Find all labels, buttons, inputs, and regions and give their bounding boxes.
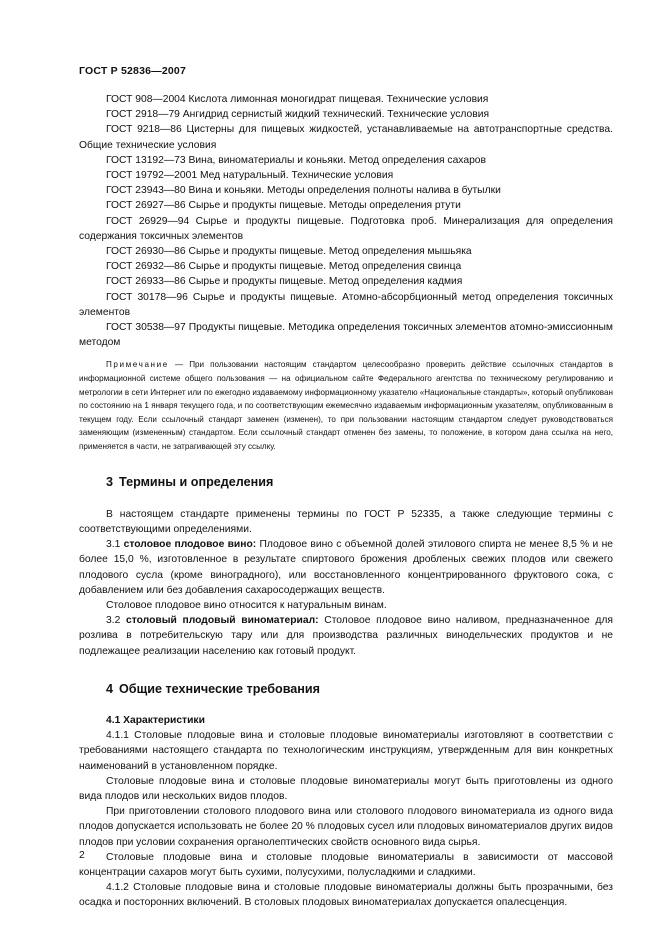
reference-code: ГОСТ 23943—80 [106, 185, 186, 197]
reference-title: Сырье и продукты пищевые. Атомно-абсорбционный метод определения токсичных элементов [79, 291, 613, 318]
section-3-number: 3 [106, 474, 114, 489]
reference-title: Вина и коньяки. Методы определения полноты налива в бутылки [188, 185, 501, 197]
section-3-heading [79, 475, 613, 490]
reference-title: Сырье и продукты пищевые. Метод определения кадмия [188, 276, 463, 288]
reference-code: ГОСТ 26930—86 [106, 246, 186, 258]
page-content [79, 92, 613, 911]
reference-code: ГОСТ 26932—86 [106, 261, 186, 273]
section-4-number: 4 [106, 681, 114, 696]
reference-code: ГОСТ 9218—86 [106, 124, 182, 136]
normative-references-list [79, 92, 613, 350]
section-4-title: Общие технические требования [119, 681, 320, 696]
reference-code: ГОСТ 26933—86 [106, 276, 186, 288]
reference-title: Сырье и продукты пищевые. Подготовка проб. Минерализация для определения содержания токсичных элементов [79, 215, 613, 242]
paragraph-4-1-1: 4.1.1 Столовые плодовые вина и столовые плодовые виноматериалы изготовляют в соответствии с требованиями настоящего стандарта по технологическим инструкциям, утвержденным для вин конкретных наименований в установленном порядке. [79, 730, 613, 772]
paragraph-4-1-b: При приготовлении столового плодового вина или столового плодового виноматериала из одного вида плодов допускается использовать не более 20 % плодовых сусел или плодовых виноматериалов других видов плодов при условии сохранения органолептических свойств основного вида сырья. [79, 806, 613, 848]
reference-title: Мед натуральный. Технические условия [199, 170, 394, 182]
reference-item [79, 244, 613, 259]
section-3-title: Термины и определения [119, 474, 274, 489]
paragraph-4-1-2: 4.1.2 Столовые плодовые вина и столовые плодовые виноматериалы должны быть прозрачными, без осадка и посторонних включений. В столовых плодовых виноматериалах допускается опалесценция. [79, 882, 613, 909]
term-3-2 [79, 613, 613, 659]
reference-code: ГОСТ 26929—94 [106, 215, 190, 227]
term-3-2-name: столовый плодовый виноматериал: [126, 615, 319, 627]
reference-title: Вина, виноматериалы и коньяки. Метод определения сахаров [188, 154, 486, 166]
reference-title: Сырье и продукты пищевые. Метод определения свинца [188, 261, 462, 273]
reference-code: ГОСТ 2918—79 [106, 109, 180, 121]
term-3-1-number: 3.1 [106, 539, 121, 551]
reference-code: ГОСТ 19792—2001 [106, 170, 198, 182]
reference-item [79, 122, 613, 152]
reference-title: Продукты пищевые. Методика определения токсичных элементов атомно-эмиссионным методом [79, 322, 613, 349]
document-header: ГОСТ Р 52836—2007 [79, 65, 187, 77]
note-label: Примечание [106, 360, 169, 370]
reference-title: Кислота лимонная моногидрат пищевая. Технические условия [188, 94, 489, 105]
paragraph-4-1-a: Столовые плодовые вина и столовые плодовые виноматериалы могут быть приготовлены из одного вида плодов или нескольких видов плодов. [79, 775, 613, 803]
reference-item [79, 153, 613, 168]
term-3-1-definition: Плодовое вино с объемной долей этилового спирта не менее 8,5 % и не более 15,0 %, изготовленное в результате спиртового брожения дробленых свежих плодов или свежего плодового сусла (кроме виноградного), или восстановленного концентрированного фруктового сока, с добавлением или без добавления сахаросодержащих веществ. [79, 539, 613, 596]
section-3-intro: В настоящем стандарте применены термины по ГОСТ Р 52335, а также следующие термины с соответствующими определениями. [79, 508, 613, 536]
reference-title: Цистерны для пищевых жидкостей, устанавливаемые на автотранспортные средства. Общие технические условия [79, 124, 613, 151]
page-number: 2 [79, 850, 85, 861]
reference-item [79, 92, 613, 107]
paragraph-4-1-c: Столовые плодовые вина и столовые плодовые виноматериалы в зависимости от массовой концентрации сахаров могут быть сухими, полусухими, полусладкими и сладкими. [79, 851, 613, 879]
reference-code: ГОСТ 26927—86 [106, 200, 186, 212]
term-3-1-note: Столовое плодовое вино относится к натуральным винам. [106, 600, 387, 612]
reference-item [79, 320, 613, 350]
section-4-heading [79, 682, 613, 697]
reference-item [79, 198, 613, 213]
term-3-1 [79, 537, 613, 598]
reference-code: ГОСТ 30178—96 [106, 291, 188, 303]
reference-item [79, 183, 613, 198]
note-text: — При пользовании настоящим стандартом целесообразно проверить действие ссылочных стандартов в информационной системе общего пользования — на официальном сайте Федерального агентства по техническому регулированию и метрологии в сети Интернет или по ежегодно издаваемому информационному указателю «Национальные стандарты», который опубликован по состоянию на 1 января текущего года, и по соответствующим ежемесячно издаваемым информационным указателям, опубликованным в текущем году. Если ссылочный стандарт заменен (изменен), то при пользовании настоящим стандартом следует руководствоваться заменяющим (измененным) стандартом. Если ссылочный стандарт отменен без замены, то положение, в котором дана ссылка на него, применяется в части, не затрагивающей эту ссылку. [79, 360, 613, 452]
reference-code: ГОСТ 13192—73 [106, 154, 186, 166]
reference-title: Ангидрид сернистый жидкий технический. Технические условия [182, 109, 490, 121]
subsection-4-1-heading: 4.1 Характеристики [106, 715, 205, 727]
reference-code: ГОСТ 908—2004 [106, 94, 186, 105]
reference-title: Сырье и продукты пищевые. Метод определения мышьяка [188, 246, 472, 258]
term-3-1-name: столовое плодовое вино: [123, 539, 257, 551]
reference-title: Сырье и продукты пищевые. Методы определения ртути [188, 200, 461, 212]
reference-item [79, 214, 613, 244]
reference-item [79, 290, 613, 320]
reference-item [79, 274, 613, 289]
reference-item [79, 168, 613, 183]
reference-item [79, 107, 613, 122]
term-3-2-number: 3.2 [106, 615, 121, 627]
reference-item [79, 259, 613, 274]
note-block [79, 358, 613, 453]
term-3-2-definition: Столовое плодовое вино наливом, предназначенное для розлива в потребительскую тару или для производства различных винодельческих продуктов и не подлежащее реализации населению как готовый продукт. [79, 615, 613, 657]
reference-code: ГОСТ 30538—97 [106, 322, 186, 334]
